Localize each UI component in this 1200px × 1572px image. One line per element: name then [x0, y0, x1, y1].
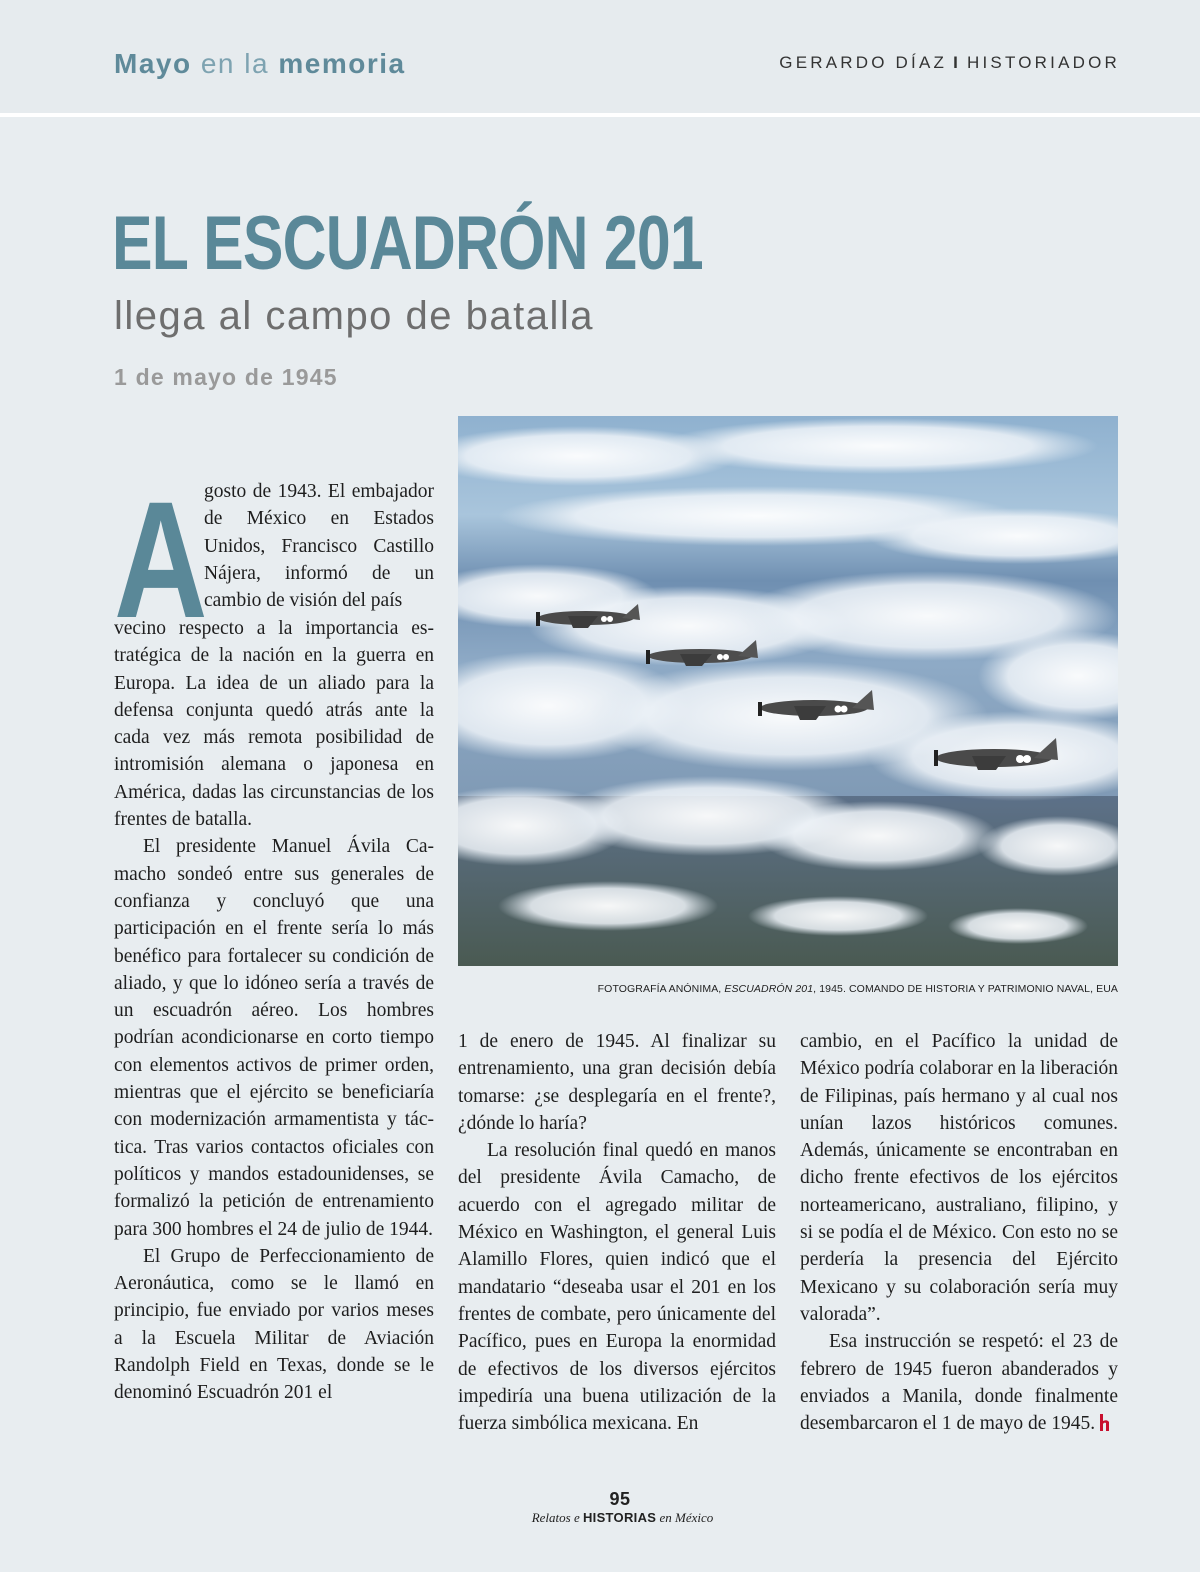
caption-suffix: , 1945. COMANDO DE HISTORIA Y PATRIMONIO NAVAL, EUA — [813, 983, 1118, 995]
publication-name-part2: HISTORIAS — [582, 1510, 657, 1525]
byline-separator: I — [953, 53, 962, 72]
paragraph-5 — [800, 1328, 1118, 1437]
header-rule — [0, 113, 1200, 117]
section-title-part1: Mayo — [114, 48, 192, 79]
paragraph-1-rest: vecino respecto a la importancia estratégica de la nación en la guerra en Europa. La idea de un aliado para la defensa conjunta quedó atrás ante la cada vez más remota posibilidad de intromisión alemana o japonesa en América, dadas las circunstancias de los frentes de batalla. — [114, 618, 434, 831]
section-title-part2: en la — [200, 48, 270, 79]
article-subtitle: llega al campo de batalla — [114, 294, 595, 338]
paragraph-1-lead: gosto de 1943. El embajador de México en Estados Unidos, Francisco Castillo Nájera, informó de un cambio de visión del país — [204, 481, 434, 612]
body-column-2 — [458, 1028, 776, 1437]
page-number: 95 — [609, 1489, 631, 1509]
paragraph-4-continued: cambio, en el Pacífico la unidad de México podría colaborar en la liberación de Filipinas, país hermano y al cual nos unían lazos históricos comunes. Además, únicamente se encontraban en dicho frente efectivos de los ejércitos norteamericano, australiano, filipino, y si se podía el de México. Con esto no se perdería la presencia del Ejército Mexicano y su colaboración sería muy valorada”. — [800, 1031, 1118, 1325]
drop-cap: A — [114, 468, 208, 653]
publication-name-part1: Relatos e — [531, 1510, 583, 1525]
author-role: HISTORIADOR — [967, 53, 1120, 72]
body-column-1 — [114, 615, 434, 1407]
body-column-3 — [800, 1028, 1118, 1437]
squadron-photo — [458, 416, 1118, 966]
section-title-part3: memoria — [278, 48, 406, 79]
photo-caption — [458, 983, 1118, 995]
author-name: GERARDO DÍAZ — [779, 53, 948, 72]
paragraph-4: La resolución final quedó en manos del presidente Ávila Camacho, de acuerdo con el agregado militar de México en Washington, el general Luis Alamillo Flores, quien indicó que el mandatario “deseaba usar el 201 en los frentes de combate, pero únicamente del Pacífico, pues en Europa la enormidad de efectivos de los diversos ejércitos impediría una buena utilización de la fuerza simbólica mexicana. En — [458, 1140, 776, 1435]
section-title — [114, 48, 406, 80]
paragraph-3-continued: 1 de enero de 1945. Al finalizar su entrenamiento, una gran decisión debía tomarse: ¿se desplegaría en el frente?, ¿dónde lo haría? — [458, 1031, 776, 1134]
article-date: 1 de mayo de 1945 — [114, 364, 338, 390]
publication-name — [0, 1510, 1200, 1526]
publication-name-part3: en México — [656, 1510, 714, 1525]
paragraph-5-text: Esa instrucción se respetó: el 23 de febrero de 1945 fueron abanderados y enviados a Manila, donde finalmente desembarcaron el 1 de mayo de 1945. — [800, 1331, 1118, 1435]
byline — [779, 53, 1120, 73]
caption-prefix: FOTOGRAFÍA ANÓNIMA, — [597, 983, 725, 995]
squadron-photo-illustration — [458, 416, 1118, 966]
paragraph-3: El Grupo de Perfeccionamiento de Aeronáutica, como se le llamó en principio, fue enviado por varios meses a la Escuela Militar de Aviación Randolph Field en Texas, donde se le denominó Escuadrón 201 el — [114, 1245, 434, 1404]
caption-title: ESCUADRÓN 201 — [724, 983, 814, 995]
paragraph-2: El presidente Manuel Ávila Camacho sondeó entre sus generales de confianza y concluyó que una participación en el frente sería lo más benéfico para fortalecer su condición de aliado, y que lo idóneo sería a través de un escuadrón aéreo. Los hombres podrían acondicionarse en corto tiempo con elementos activos de primer orden, mientras que el ejército se beneficiaría con modernización armamentista y táctica. Tras varios contactos oficiales con políticos y mandos estadounidenses, se formalizó la petición de entrenamiento para 300 hombres el 24 de julio de 1944. — [114, 836, 434, 1240]
article-title: EL ESCUADRÓN 201 — [112, 201, 703, 286]
end-mark-logo-icon — [1099, 1414, 1111, 1431]
body-column-1-lead — [204, 478, 434, 614]
